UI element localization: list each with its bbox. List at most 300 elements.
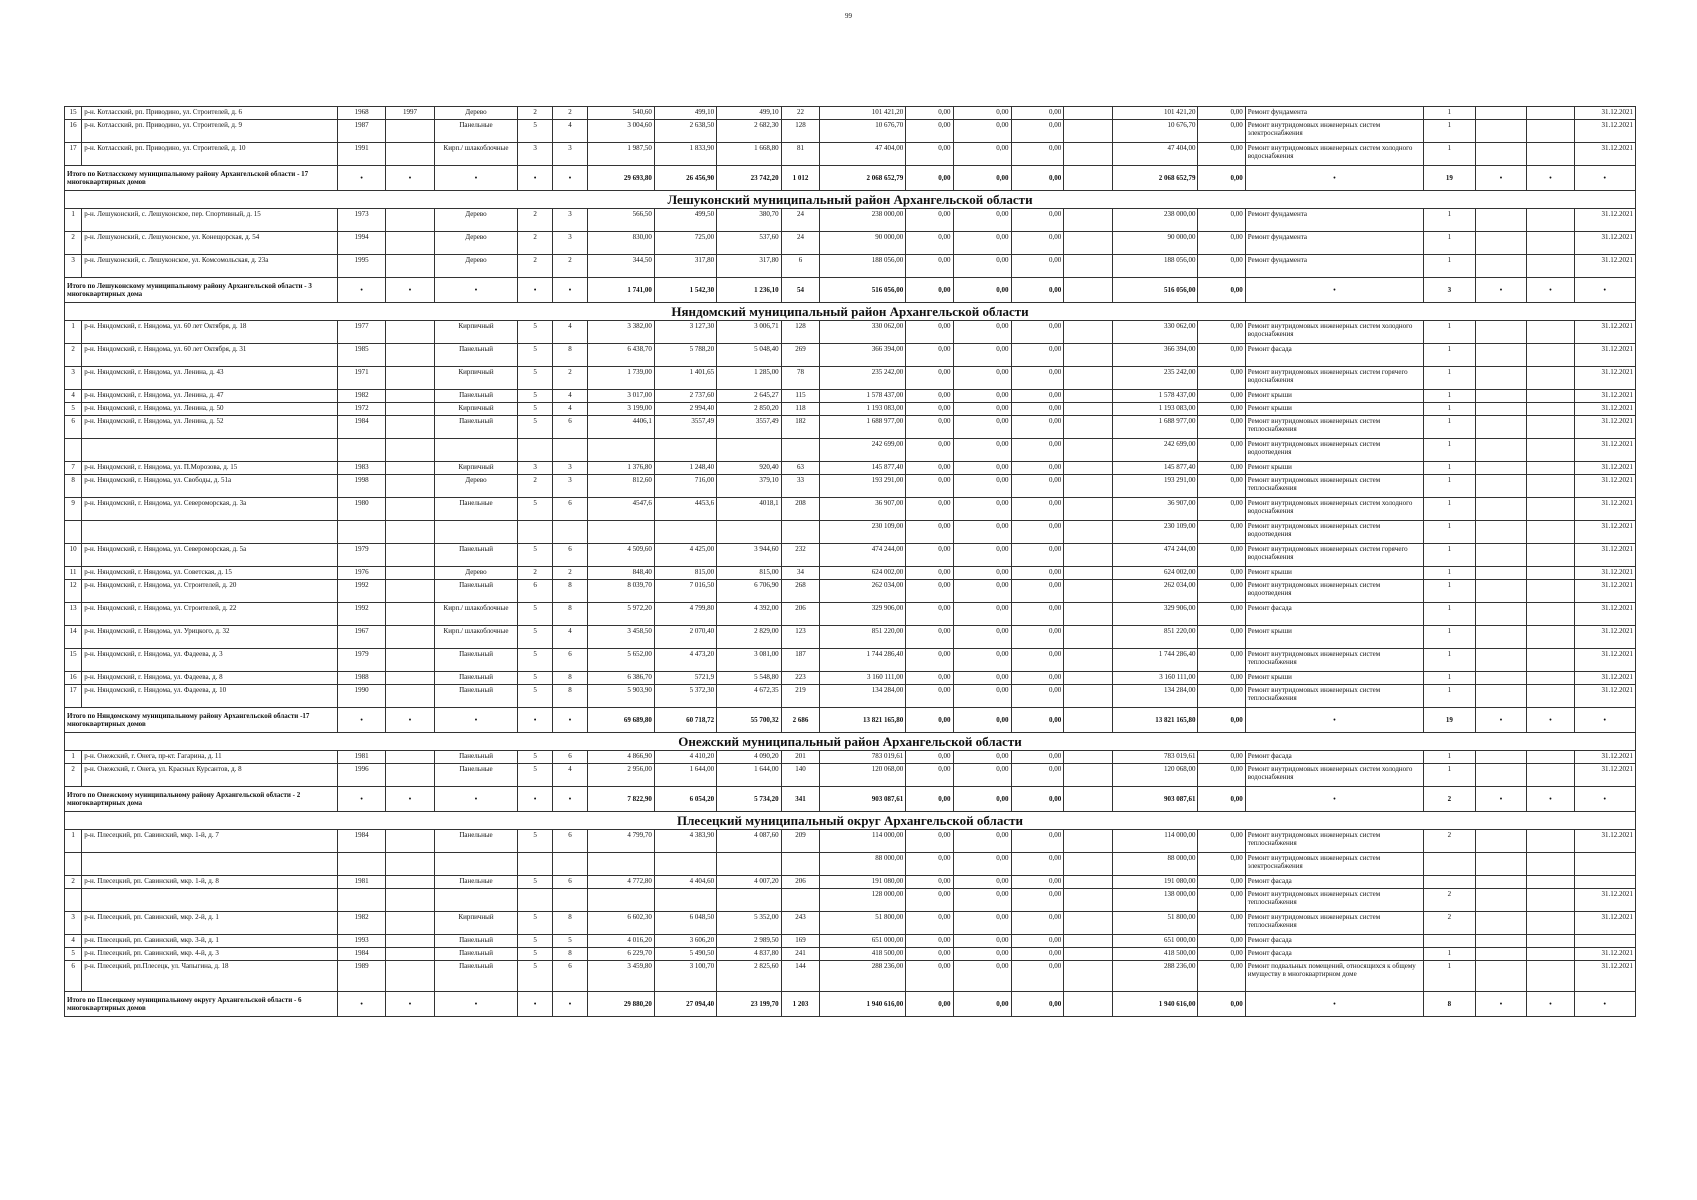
blank-cell [1475,889,1527,912]
address-cell: р-н. Котласский, рп. Приводино, ул. Строителей, д. 10 [82,143,338,166]
premises-area-cell: 716,00 [654,475,716,498]
count-cell: 1 [1424,143,1476,166]
subtotal-total-area: 7 822,90 [588,787,655,812]
fund-cell: 0,00 [906,853,953,876]
fund-cell: 0,00 [906,462,953,475]
residents-cell: 81 [781,143,820,166]
premises-area-cell: 725,00 [654,232,716,255]
dot-cell: • [552,787,587,812]
regional-cell: 0,00 [953,416,1011,439]
work-type-cell: Ремонт фундамента [1245,255,1423,278]
wall-material-cell: Кирп./ шлакоблочные [434,626,518,649]
table-row [65,876,1636,889]
address-cell: р-н. Котласский, рп. Приводино, ул. Строителей, д. 6 [82,107,338,120]
year-built-cell: 1989 [337,961,385,992]
unit-cost-cell: 0,00 [1198,390,1245,403]
living-area-cell: 537,60 [717,232,781,255]
year-built-cell [337,853,385,876]
fund-cell: 0,00 [906,475,953,498]
owners-cell [1064,830,1112,853]
residents-cell: 232 [781,544,820,567]
regional-cell: 0,00 [953,876,1011,889]
floors-cell [518,439,552,462]
living-area-cell: 4 087,60 [717,830,781,853]
total-area-cell: 566,50 [588,209,655,232]
unit-cost-cell: 0,00 [1198,367,1245,390]
row-number: 11 [65,567,82,580]
subtotal-label: Итого по Онежскому муниципальному району Архангельской области - 2 многоквартирных дома [65,787,338,812]
work-type-cell: Ремонт внутридомовых инженерных систем электроснабжения [1245,853,1423,876]
living-area-cell: 4 007,20 [717,876,781,889]
residents-cell [781,521,820,544]
row-number: 14 [65,626,82,649]
unit-cost-cell: 0,00 [1198,876,1245,889]
deadline-cell [1574,935,1635,948]
cost-cell: 366 394,00 [820,344,906,367]
floors-cell: 5 [518,912,552,935]
count-cell: 1 [1424,649,1476,672]
residents-cell: 243 [781,912,820,935]
cost-cell: 134 284,00 [820,685,906,708]
fund-cell: 0,00 [906,521,953,544]
wall-material-cell: Панельный [434,390,518,403]
total-cost-cell: 366 394,00 [1112,344,1198,367]
premises-area-cell: 4453,6 [654,498,716,521]
row-number: 5 [65,948,82,961]
residents-cell: 223 [781,672,820,685]
row-number: 10 [65,544,82,567]
count-cell: 2 [1424,889,1476,912]
row-number: 1 [65,209,82,232]
row-number: 16 [65,672,82,685]
count-cell: 1 [1424,403,1476,416]
deadline-cell: 31.12.2021 [1574,107,1635,120]
blank-cell [1475,853,1527,876]
dot-cell: • [337,787,385,812]
deadline-cell: 31.12.2021 [1574,603,1635,626]
residents-cell: 241 [781,948,820,961]
owners-cell [1064,120,1112,143]
wall-material-cell: Панельный [434,935,518,948]
row-number [65,439,82,462]
address-cell [82,521,338,544]
section-heading-row [65,303,1636,321]
living-area-cell: 499,10 [717,107,781,120]
premises-area-cell: 5 788,20 [654,344,716,367]
blank-cell [1527,889,1574,912]
blank-cell [1475,876,1527,889]
count-cell: 1 [1424,475,1476,498]
unit-cost-cell: 0,00 [1198,344,1245,367]
year-reconstructed-cell [386,321,434,344]
total-area-cell: 4406,1 [588,416,655,439]
subtotal-residents: 54 [781,278,820,303]
blank-cell [1527,403,1574,416]
blank-cell [1527,685,1574,708]
blank-cell [1527,626,1574,649]
subtotal-unit-cost: 0,00 [1198,166,1245,191]
living-area-cell: 380,70 [717,209,781,232]
residents-cell: 201 [781,751,820,764]
subtotal-premises-area: 6 054,20 [654,787,716,812]
year-reconstructed-cell [386,544,434,567]
total-cost-cell: 624 002,00 [1112,567,1198,580]
year-built-cell: 1981 [337,876,385,889]
living-area-cell: 3 006,71 [717,321,781,344]
year-reconstructed-cell [386,475,434,498]
entrances-cell: 6 [552,876,587,889]
total-cost-cell: 90 000,00 [1112,232,1198,255]
cost-cell: 188 056,00 [820,255,906,278]
floors-cell: 2 [518,209,552,232]
living-area-cell: 4 392,00 [717,603,781,626]
work-type-cell: Ремонт внутридомовых инженерных систем холодного водоснабжения [1245,764,1423,787]
cost-cell: 3 160 111,00 [820,672,906,685]
blank-cell [1475,344,1527,367]
entrances-cell: 2 [552,107,587,120]
blank-cell [1527,603,1574,626]
address-cell: р-н. Няндомский, г. Няндома, ул. П.Морозова, д. 15 [82,462,338,475]
dot-cell: • [386,708,434,733]
work-type-cell: Ремонт внутридомовых инженерных систем горячего водоснабжения [1245,544,1423,567]
entrances-cell: 8 [552,580,587,603]
fund-cell: 0,00 [906,120,953,143]
wall-material-cell: Панельный [434,580,518,603]
count-cell [1424,876,1476,889]
work-type-cell: Ремонт внутридомовых инженерных систем водоотведения [1245,580,1423,603]
subtotal-regional: 0,00 [953,787,1011,812]
regional-cell: 0,00 [953,107,1011,120]
total-area-cell: 5 972,20 [588,603,655,626]
total-cost-cell: 238 000,00 [1112,209,1198,232]
total-area-cell: 540,60 [588,107,655,120]
blank-cell [1064,787,1112,812]
living-area-cell: 317,80 [717,255,781,278]
table-row [65,544,1636,567]
floors-cell: 5 [518,626,552,649]
subtotal-regional: 0,00 [953,708,1011,733]
local-cell: 0,00 [1011,344,1064,367]
deadline-cell: 31.12.2021 [1574,948,1635,961]
blank-cell [1527,107,1574,120]
blank-cell [1475,209,1527,232]
address-cell [82,889,338,912]
dot-cell: • [518,787,552,812]
floors-cell: 5 [518,649,552,672]
subtotal-row [65,166,1636,191]
residents-cell: 34 [781,567,820,580]
deadline-cell: 31.12.2021 [1574,498,1635,521]
local-cell: 0,00 [1011,439,1064,462]
regional-cell: 0,00 [953,948,1011,961]
dot-cell: • [1527,787,1574,812]
owners-cell [1064,764,1112,787]
subtotal-unit-cost: 0,00 [1198,278,1245,303]
subtotal-total-cost: 13 821 165,80 [1112,708,1198,733]
living-area-cell: 2 850,20 [717,403,781,416]
table-row [65,626,1636,649]
subtotal-count: 19 [1424,166,1476,191]
regional-cell: 0,00 [953,935,1011,948]
address-cell: р-н. Онежский, г. Онега, ул. Красных Курсантов, д. 8 [82,764,338,787]
blank-cell [1475,764,1527,787]
blank-cell [1475,649,1527,672]
wall-material-cell: Дерево [434,232,518,255]
section-heading: Лешуконский муниципальный район Архангельской области [65,191,1636,209]
owners-cell [1064,935,1112,948]
row-number: 4 [65,935,82,948]
row-number: 6 [65,961,82,992]
owners-cell [1064,912,1112,935]
table-row [65,603,1636,626]
total-cost-cell: 138 000,00 [1112,889,1198,912]
count-cell: 1 [1424,751,1476,764]
blank-cell [1475,255,1527,278]
dot-cell: • [1574,278,1635,303]
unit-cost-cell: 0,00 [1198,948,1245,961]
deadline-cell: 31.12.2021 [1574,889,1635,912]
total-cost-cell: 10 676,70 [1112,120,1198,143]
blank-cell [1527,672,1574,685]
fund-cell: 0,00 [906,255,953,278]
residents-cell: 115 [781,390,820,403]
row-number [65,889,82,912]
subtotal-count: 19 [1424,708,1476,733]
address-cell: р-н. Няндомский, г. Няндома, ул. 60 лет Октября, д. 31 [82,344,338,367]
year-reconstructed-cell [386,626,434,649]
subtotal-cost: 903 087,61 [820,787,906,812]
blank-cell [1527,649,1574,672]
premises-area-cell: 317,80 [654,255,716,278]
fund-cell: 0,00 [906,232,953,255]
address-cell: р-н. Няндомский, г. Няндома, ул. Урицкого, д. 32 [82,626,338,649]
blank-cell [1527,961,1574,992]
wall-material-cell [434,439,518,462]
dot-cell: • [337,708,385,733]
year-reconstructed-cell [386,462,434,475]
living-area-cell [717,521,781,544]
year-reconstructed-cell [386,751,434,764]
regional-cell: 0,00 [953,603,1011,626]
entrances-cell: 3 [552,209,587,232]
local-cell: 0,00 [1011,672,1064,685]
cost-cell: 230 109,00 [820,521,906,544]
work-type-cell: Ремонт крыши [1245,462,1423,475]
unit-cost-cell: 0,00 [1198,416,1245,439]
table-row [65,521,1636,544]
residents-cell: 268 [781,580,820,603]
residents-cell: 63 [781,462,820,475]
blank-cell [1475,416,1527,439]
table-row [65,416,1636,439]
entrances-cell: 6 [552,649,587,672]
row-number: 2 [65,344,82,367]
total-cost-cell: 242 699,00 [1112,439,1198,462]
deadline-cell: 31.12.2021 [1574,961,1635,992]
subtotal-local: 0,00 [1011,166,1064,191]
residents-cell: 209 [781,830,820,853]
address-cell: р-н. Няндомский, г. Няндома, ул. Ленина, д. 47 [82,390,338,403]
regional-cell: 0,00 [953,764,1011,787]
subtotal-row [65,708,1636,733]
address-cell: р-н. Лешуконский, с. Лешуконское, пер. Спортивный, д. 15 [82,209,338,232]
total-area-cell: 3 459,80 [588,961,655,992]
entrances-cell: 4 [552,764,587,787]
year-reconstructed-cell [386,830,434,853]
entrances-cell: 4 [552,321,587,344]
table-row [65,751,1636,764]
total-cost-cell: 851 220,00 [1112,626,1198,649]
floors-cell: 5 [518,367,552,390]
local-cell: 0,00 [1011,889,1064,912]
work-type-cell: Ремонт крыши [1245,672,1423,685]
blank-cell [1527,567,1574,580]
living-area-cell: 2 645,27 [717,390,781,403]
cost-cell: 851 220,00 [820,626,906,649]
count-cell: 1 [1424,367,1476,390]
table-row [65,209,1636,232]
work-type-cell: Ремонт внутридомовых инженерных систем теплоснабжения [1245,649,1423,672]
local-cell: 0,00 [1011,367,1064,390]
local-cell: 0,00 [1011,232,1064,255]
subtotal-row [65,787,1636,812]
dot-cell: • [1475,166,1527,191]
work-type-cell: Ремонт внутридомовых инженерных систем холодного водоснабжения [1245,143,1423,166]
table-row [65,475,1636,498]
total-area-cell: 4 772,80 [588,876,655,889]
year-reconstructed-cell [386,232,434,255]
living-area-cell [717,853,781,876]
deadline-cell: 31.12.2021 [1574,120,1635,143]
subtotal-regional: 0,00 [953,278,1011,303]
address-cell: р-н. Плесецкий, рп. Савинский, мкр. 3-й, д. 1 [82,935,338,948]
total-cost-cell: 651 000,00 [1112,935,1198,948]
address-cell: р-н. Няндомский, г. Няндома, ул. Ленина, д. 52 [82,416,338,439]
dot-cell: • [552,708,587,733]
wall-material-cell: Дерево [434,209,518,232]
unit-cost-cell: 0,00 [1198,830,1245,853]
total-cost-cell: 47 404,00 [1112,143,1198,166]
blank-cell [1064,278,1112,303]
year-reconstructed-cell [386,649,434,672]
year-built-cell: 1998 [337,475,385,498]
residents-cell: 22 [781,107,820,120]
blank-cell [1527,876,1574,889]
address-cell: р-н. Няндомский, г. Няндома, ул. Фадеева, д. 10 [82,685,338,708]
dot-cell: • [1574,992,1635,1017]
wall-material-cell [434,889,518,912]
subtotal-total-area: 29 880,20 [588,992,655,1017]
blank-cell [1475,120,1527,143]
floors-cell: 5 [518,830,552,853]
total-area-cell: 830,00 [588,232,655,255]
row-number: 13 [65,603,82,626]
owners-cell [1064,498,1112,521]
address-cell: р-н. Няндомский, г. Няндома, ул. Фадеева, д. 3 [82,649,338,672]
owners-cell [1064,649,1112,672]
owners-cell [1064,948,1112,961]
year-built-cell: 1976 [337,567,385,580]
table-row [65,390,1636,403]
year-built-cell: 1977 [337,321,385,344]
living-area-cell: 2 989,50 [717,935,781,948]
premises-area-cell: 1 644,00 [654,764,716,787]
subtotal-total-cost: 2 068 652,79 [1112,166,1198,191]
local-cell: 0,00 [1011,853,1064,876]
blank-cell [1527,344,1574,367]
table-row [65,830,1636,853]
premises-area-cell: 815,00 [654,567,716,580]
owners-cell [1064,685,1112,708]
total-cost-cell: 1 744 286,40 [1112,649,1198,672]
local-cell: 0,00 [1011,255,1064,278]
regional-cell: 0,00 [953,580,1011,603]
count-cell: 1 [1424,626,1476,649]
table-row [65,685,1636,708]
living-area-cell: 815,00 [717,567,781,580]
owners-cell [1064,367,1112,390]
local-cell: 0,00 [1011,143,1064,166]
row-number [65,521,82,544]
unit-cost-cell: 0,00 [1198,475,1245,498]
address-cell: р-н. Няндомский, г. Няндома, ул. Советская, д. 15 [82,567,338,580]
wall-material-cell: Панельный [434,649,518,672]
owners-cell [1064,853,1112,876]
deadline-cell: 31.12.2021 [1574,255,1635,278]
regional-cell: 0,00 [953,853,1011,876]
floors-cell: 5 [518,603,552,626]
residents-cell: 144 [781,961,820,992]
row-number: 17 [65,143,82,166]
year-built-cell: 1991 [337,143,385,166]
subtotal-cost: 516 056,00 [820,278,906,303]
unit-cost-cell: 0,00 [1198,120,1245,143]
subtotal-row [65,992,1636,1017]
owners-cell [1064,544,1112,567]
entrances-cell: 6 [552,751,587,764]
entrances-cell: 6 [552,416,587,439]
living-area-cell: 1 285,00 [717,367,781,390]
wall-material-cell: Дерево [434,255,518,278]
regional-cell: 0,00 [953,403,1011,416]
fund-cell: 0,00 [906,209,953,232]
owners-cell [1064,889,1112,912]
subtotal-total-area: 69 689,80 [588,708,655,733]
local-cell: 0,00 [1011,390,1064,403]
deadline-cell: 31.12.2021 [1574,321,1635,344]
residents-cell: 208 [781,498,820,521]
housing-register-table [64,106,1636,1017]
table-row [65,935,1636,948]
subtotal-cost: 2 068 652,79 [820,166,906,191]
wall-material-cell: Кирпичный [434,321,518,344]
unit-cost-cell: 0,00 [1198,603,1245,626]
floors-cell: 5 [518,685,552,708]
count-cell: 1 [1424,255,1476,278]
total-area-cell [588,853,655,876]
dot-cell: • [337,166,385,191]
address-cell: р-н. Котласский, рп. Приводино, ул. Строителей, д. 9 [82,120,338,143]
living-area-cell: 1 668,80 [717,143,781,166]
count-cell: 1 [1424,107,1476,120]
cost-cell: 90 000,00 [820,232,906,255]
total-cost-cell: 36 907,00 [1112,498,1198,521]
blank-cell [1475,498,1527,521]
dot-cell: • [1475,278,1527,303]
living-area-cell: 4 837,80 [717,948,781,961]
blank-cell [1527,580,1574,603]
total-area-cell: 3 382,00 [588,321,655,344]
